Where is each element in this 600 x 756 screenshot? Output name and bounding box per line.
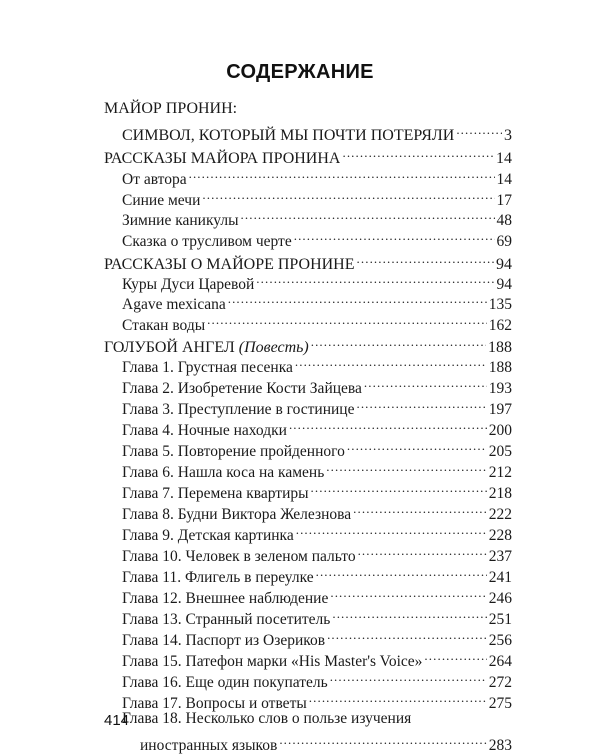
toc-leader-dots: [256, 269, 494, 289]
toc-entry-page: 212: [488, 464, 512, 481]
toc-section-title: РАССКАЗЫ О МАЙОРЕ ПРОНИНЕ: [104, 256, 355, 273]
toc-leader-dots: [364, 373, 487, 393]
toc-section-title-text: ГОЛУБОЙ АНГЕЛ: [104, 339, 235, 356]
toc-leader-dots: [456, 120, 502, 140]
toc-entry-page: 218: [488, 485, 512, 502]
toc-entry-page: 17: [496, 192, 512, 209]
toc-leader-dots: [353, 499, 487, 519]
toc-leader-dots: [327, 625, 487, 645]
toc-entry-title: Глава 17. Вопросы и ответы: [122, 695, 307, 712]
toc-entry-page: 69: [496, 233, 512, 250]
toc-entry-page: 3: [504, 127, 512, 144]
toc-leader-dots: [228, 289, 487, 309]
toc-leader-dots: [289, 415, 487, 435]
toc-entry-page: 162: [488, 317, 512, 334]
toc-leader-dots: [207, 310, 487, 330]
toc-entry-title: Сказка о трусливом черте: [122, 233, 292, 250]
toc-chapter-title-line1: Глава 18. Несколько слов о пользе изучения: [122, 710, 412, 727]
toc-leader-dots: [326, 457, 486, 477]
toc-entry-page: 264: [488, 653, 512, 670]
toc-entry-page: 188: [488, 339, 512, 356]
toc-entry-title: Глава 2. Изобретение Кости Зайцева: [122, 380, 362, 397]
toc-leader-dots: [330, 583, 486, 603]
toc-section-title: РАССКАЗЫ МАЙОРА ПРОНИНА: [104, 150, 341, 167]
toc-entry-title: Стакан воды: [122, 317, 206, 334]
toc-entry-title: Глава 4. Ночные находки: [122, 422, 287, 439]
toc-leader-dots: [294, 226, 495, 246]
toc-entry-title: Глава 10. Человек в зеленом пальто: [122, 548, 356, 565]
toc-entry-title: Глава 11. Флигель в переулке: [122, 569, 314, 586]
toc-entry-title: Куры Дуси Царевой: [122, 276, 255, 293]
toc-leader-dots: [330, 667, 487, 687]
toc-entry-title: Глава 7. Перемена квартиры: [122, 485, 309, 502]
toc-leader-dots: [356, 394, 486, 414]
toc-leader-dots: [358, 541, 487, 561]
toc-entry-page: 205: [488, 443, 512, 460]
toc-entry-title: Зимние каникулы: [122, 212, 239, 229]
toc-section-subtitle: (Повесть): [238, 339, 309, 356]
toc-leader-dots: [424, 646, 486, 666]
toc-entry-page: 200: [488, 422, 512, 439]
toc-entry-title: Глава 14. Паспорт из Озериков: [122, 632, 326, 649]
toc-entry-page: 283: [488, 737, 512, 754]
toc-entry-page: 193: [488, 380, 512, 397]
toc-entry-title: Глава 15. Патефон марки «His Master's Voice»: [122, 653, 423, 670]
toc-entry-title: Глава 8. Будни Виктора Железнова: [122, 506, 352, 523]
toc-entry-page: 14: [496, 171, 512, 188]
toc-leader-dots: [311, 332, 486, 352]
toc-entry-page: 246: [488, 590, 512, 607]
page-title: СОДЕРЖАНИЕ: [226, 61, 374, 83]
toc-entry-page: 188: [488, 359, 512, 376]
toc-leader-dots: [357, 249, 494, 269]
toc-entry-page: 272: [488, 674, 512, 691]
toc-entry-page: 241: [488, 569, 512, 586]
toc-chapter-entry[interactable]: [140, 730, 512, 756]
toc-leader-dots: [296, 520, 487, 540]
toc-leader-dots: [342, 143, 494, 163]
toc-leader-dots: [279, 730, 486, 750]
toc-leader-dots: [241, 205, 495, 225]
toc-entry-title: СИМВОЛ, КОТОРЫЙ МЫ ПОЧТИ ПОТЕРЯЛИ: [122, 127, 455, 144]
toc-entry-title: Глава 9. Детская картинка: [122, 527, 294, 544]
toc-section-title-line1: МАЙОР ПРОНИН:: [104, 100, 238, 117]
toc-entry-title: Глава 5. Повторение пройденного: [122, 443, 345, 460]
toc-leader-dots: [309, 688, 487, 708]
toc-entry-page: 94: [496, 256, 512, 273]
toc-entry-title: Глава 1. Грустная песенка: [122, 359, 293, 376]
toc-entry-page: 237: [488, 548, 512, 565]
toc-leader-dots: [347, 436, 487, 456]
page-number: 414: [104, 712, 130, 729]
toc-entry-page: 94: [496, 276, 512, 293]
toc-entry-title: Синие мечи: [122, 192, 201, 209]
toc-entry-title: Глава 12. Внешнее наблюдение: [122, 590, 329, 607]
toc-entry-page: 228: [488, 527, 512, 544]
toc-entry-title: Глава 6. Нашла коса на камень: [122, 464, 325, 481]
toc-entry-page: 256: [488, 632, 512, 649]
toc-entry-title: От автора: [122, 171, 187, 188]
toc-leader-dots: [311, 478, 487, 498]
toc-entry-page: 275: [488, 695, 512, 712]
toc-entry-title: иностранных языков: [140, 737, 278, 754]
toc-entry-title: Agave mexicana: [122, 296, 226, 313]
toc-entry-page: 197: [488, 401, 512, 418]
toc-leader-dots: [202, 185, 494, 205]
toc-leader-dots: [189, 164, 495, 184]
toc-entry-title: Глава 3. Преступление в гостинице: [122, 401, 355, 418]
toc-entry-page: 14: [496, 150, 512, 167]
toc-entry-page: 48: [496, 212, 512, 229]
toc-entry-page: 251: [488, 611, 512, 628]
toc-entry-page: 135: [488, 296, 512, 313]
toc-entry-page: 222: [488, 506, 512, 523]
toc-leader-dots: [316, 562, 487, 582]
toc-leader-dots: [332, 604, 486, 624]
toc-entry-title: Глава 13. Странный посетитель: [122, 611, 331, 628]
toc-entry-title: Глава 16. Еще один покупатель: [122, 674, 328, 691]
toc-leader-dots: [295, 352, 487, 372]
